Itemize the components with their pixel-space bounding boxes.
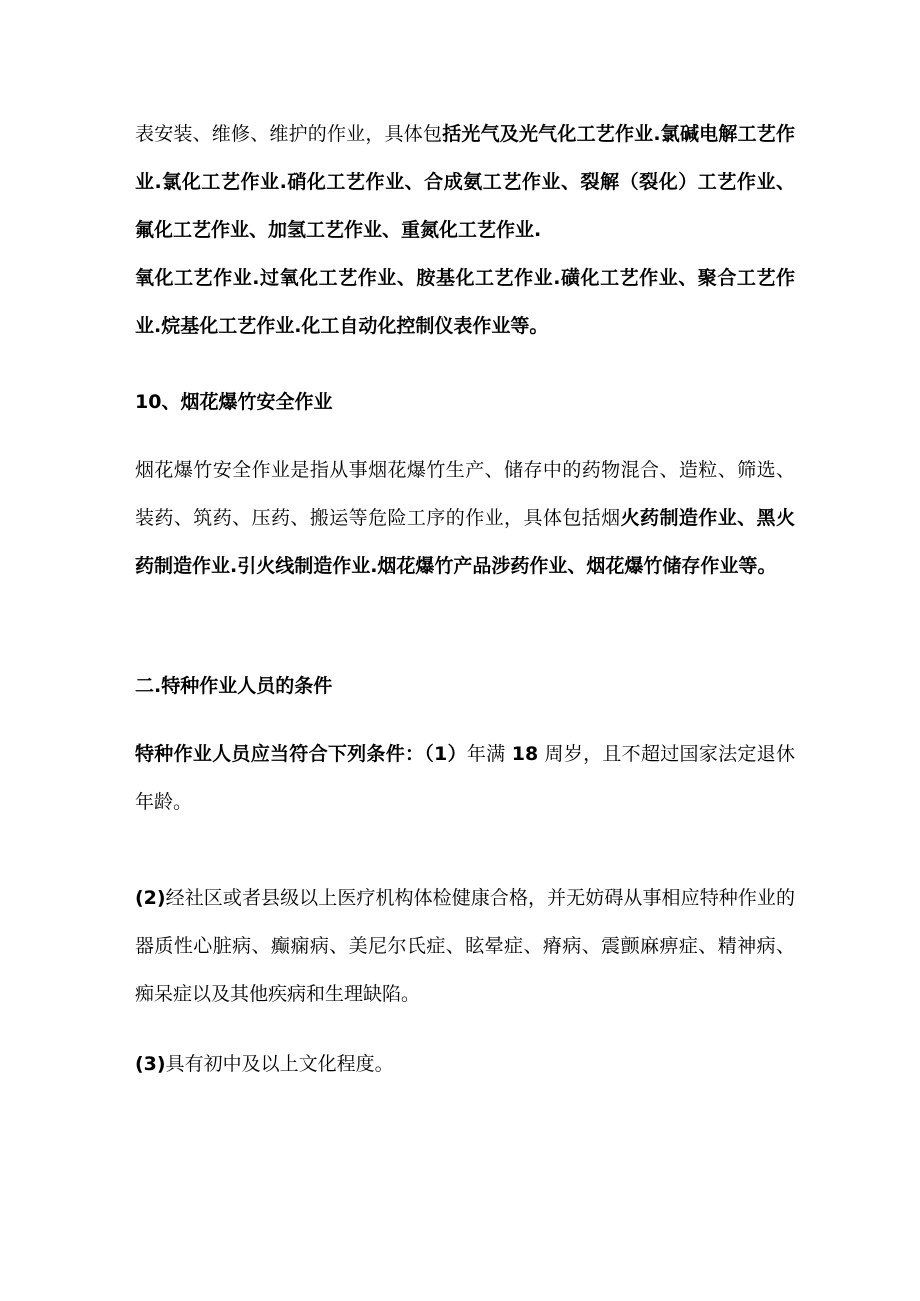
paragraph-chemical-process-operations [135,110,795,254]
condition-2-text: 经社区或者县级以上医疗机构体检健康合格，并无妨碍从事相应特种作业的器质性心脏病、癫痫病、美尼尔氏症、眩晕症、瘠病、震颤麻痹症、精神病、痴呆症以及其他疾病和生理缺陷。 [135,887,795,1005]
text-plain: 烟花爆竹安全作业是指从事烟花爆竹生产、储存中的药物混合、造粒、筛选、装药、筑药、压药、搬运等危险工序的作业，具体包括烟 [135,459,795,529]
condition-2 [135,874,795,1018]
condition-1-text-a: 年满 [466,743,506,765]
section-heading-fireworks: 10、烟花爆竹安全作业 [135,391,333,413]
text-bold: 火药制造作业、黑火药制造作业.引火线制造作业.烟花爆竹产品涉药作业、烟花爆竹储存作业等。 [135,507,795,577]
section-heading-personnel-conditions: 二.特种作业人员的条件 [135,675,333,697]
condition-2-number: (2) [135,887,166,909]
condition-3-text: 具有初中及以上文化程度。 [165,1053,394,1075]
condition-1-age: 18 [511,743,539,765]
condition-3 [135,1040,795,1088]
condition-1-text-b: 周岁，且不超过国家法定退休年龄。 [135,743,795,813]
paragraph-chemical-process-operations-continued: 氧化工艺作业.过氧化工艺作业、胺基化工艺作业.磺化工艺作业、聚合工艺作业.烷基化工艺作业.化工自动化控制仪表作业等。 [135,267,795,337]
condition-1 [135,730,795,826]
paragraph-fireworks-operations [135,446,795,590]
condition-3-number: (3) [135,1053,166,1075]
condition-intro: 特种作业人员应当符合下列条件：（1） [135,743,467,765]
text-plain: 表安装、维修、维护的作业，具体包 [135,123,443,145]
text-bold: 括光气及光气化工艺作业.氯碱电解工艺作业.氯化工艺作业.硝化工艺作业、合成氨工艺作业、裂解（裂化）工艺作业、氟化工艺作业、加氢工艺作业、重氮化工艺作业. [135,123,795,241]
